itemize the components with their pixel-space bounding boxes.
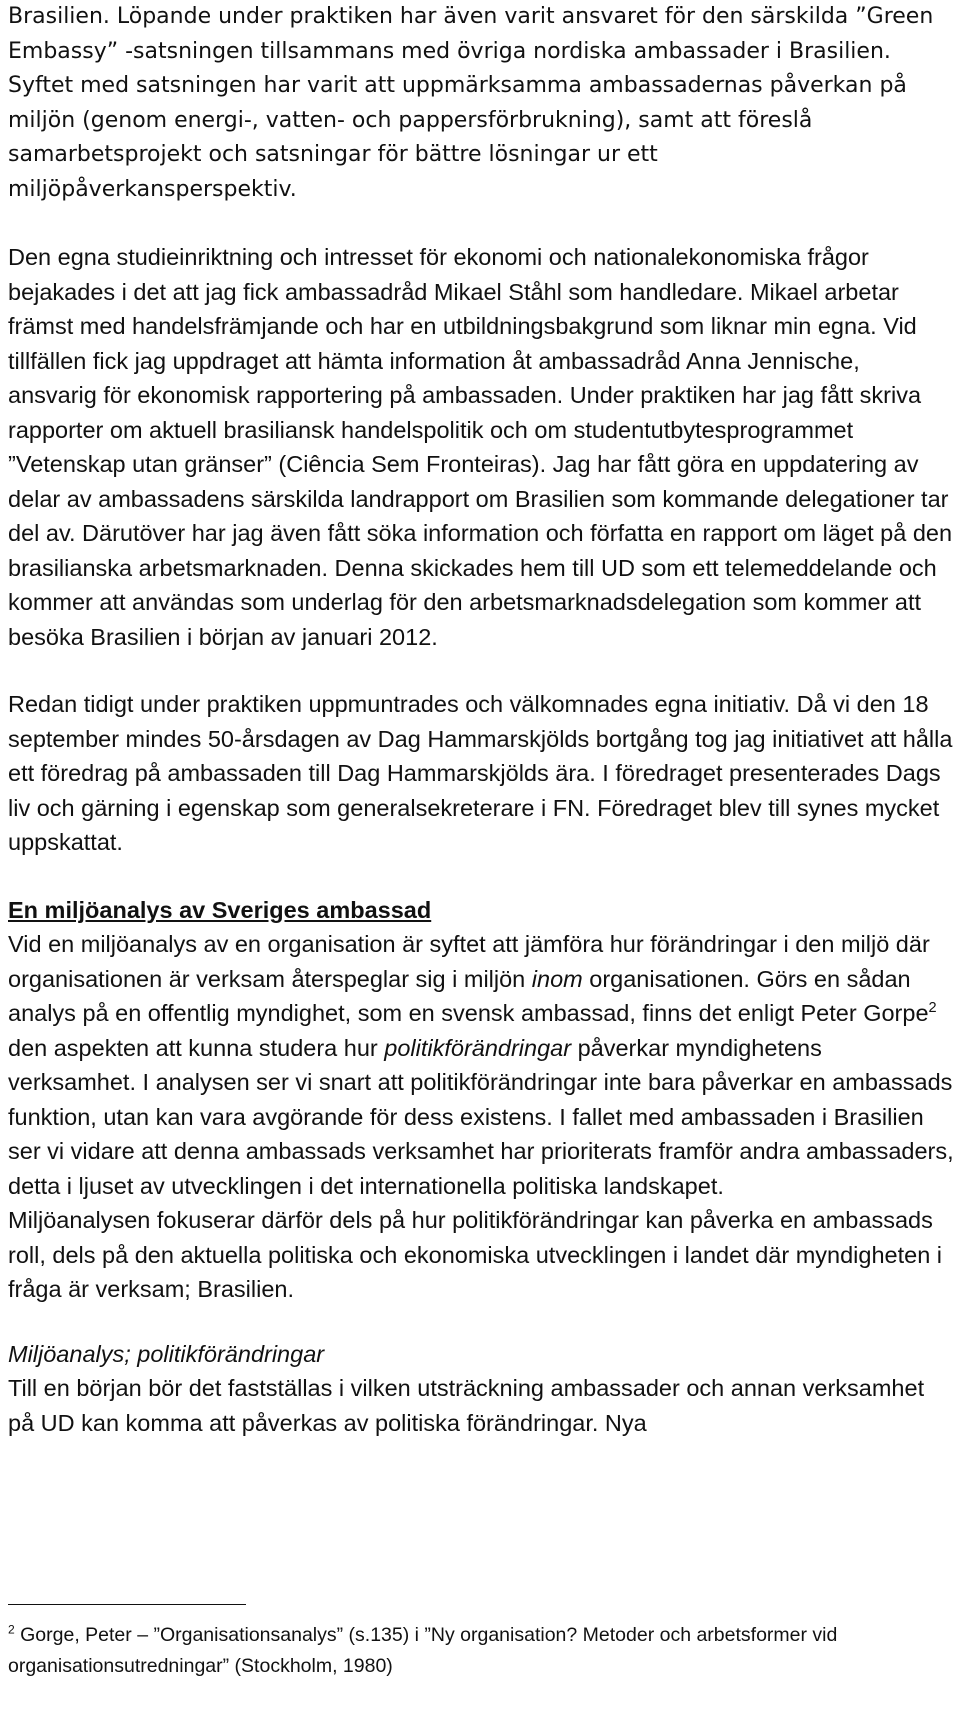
text-segment: organisationen. Görs en sådan analys på en offentlig myndighet, som en svensk ambassad, finns det enligt Peter Gorpe — [8, 965, 929, 1026]
paragraph-green-embassy: Brasilien. Löpande under praktiken har även varit ansvaret för den särskilda ”Green Embassy” -satsningen tillsammans med övriga nordiska ambassader i Brasilien. Syftet med satsningen har varit att uppmärksamma ambassadernas påverkan på miljön (genom energi-, vatten- och pappersförbrukning), samt att föreslå samarbetsprojekt och satsningar för bättre lösningar ur ett miljöpåverkansperspektiv. — [8, 4, 934, 202]
footnote-number: 2 — [8, 1622, 15, 1637]
italic-term-inom: inom — [531, 965, 583, 992]
footnote-divider — [8, 1604, 246, 1605]
italic-term-politikforandringar: politikförändringar — [384, 1034, 572, 1061]
text-segment: Vid en miljöanalys av en organisation är syftet att jämföra hur förändringar i den miljö där organisationen är verksam återspeglar sig i miljön — [8, 931, 930, 992]
footnote — [8, 1620, 948, 1682]
paragraph-miljoanalys — [8, 927, 954, 1203]
footnote-text: Gorge, Peter – ”Organisationsanalys” (s.135) i ”Ny organisation? Metoder och arbetsformer vid organisationsutredningar” (Stockholm, 1980) — [8, 1624, 838, 1677]
text-segment: den aspekten att kunna studera hur — [8, 1034, 385, 1061]
footnote-reference: 2 — [928, 1000, 937, 1017]
paragraph-studieinriktning: Den egna studieinriktning och intresset för ekonomi och nationalekonomiska frågor bejakades i det att jag fick ambassadråd Mikael Ståhl som handledare. Mikael arbetar främst med handelsfrämjande och har en utbildningsbakgrund som liknar min egna. Vid tillfällen fick jag uppdraget att hämta information åt ambassadråd Anna Jennische, ansvarig för ekonomisk rapportering på ambassaden. Under praktiken har jag fått skriva rapporter om aktuell brasiliansk handelspolitik och om studentutbytesprogrammet ”Vetenskap utan gränser” (Ciência Sem Fronteiras). Jag har fått göra en uppdatering av delar av ambassadens särskilda landrapport om Brasilien som kommande delegationer tar del av. Därutöver har jag även fått söka information och författa en rapport om läget på den brasilianska arbetsmarknaden. Denna skickades hem till UD som ett telemeddelande och kommer att användas som underlag för den arbetsmarknadsdelegation som kommer att besöka Brasilien i början av januari 2012. — [8, 244, 953, 650]
paragraph-politikforandringar: Till en början bör det fastställas i vilken utsträckning ambassader och annan verksamhet på UD kan komma att påverkas av politiska förändringar. Nya — [8, 1375, 925, 1436]
paragraph-miljoanalysen-fokuserar: Miljöanalysen fokuserar därför dels på hur politikförändringar kan påverka en ambassads roll, dels på den aktuella politiska och ekonomiska utvecklingen i landet där myndigheten i fråga är verksam; Brasilien. — [8, 1207, 943, 1302]
section-heading-miljoanalys: En miljöanalys av Sveriges ambassad — [8, 896, 432, 923]
paragraph-initiativ: Redan tidigt under praktiken uppmuntrades och välkomnades egna initiativ. Då vi den 18 september mindes 50-årsdagen av Dag Hammarskjölds bortgång tog jag initiativet att hålla ett föredrag på ambassaden till Dag Hammarskjölds ära. I föredraget presenterades Dags liv och gärning i egenskap som generalsekreterare i FN. Föredraget blev till synes mycket uppskattat. — [8, 691, 953, 855]
document-page — [8, 0, 954, 1677]
section-subheading-politikforandringar: Miljöanalys; politikförändringar — [8, 1340, 325, 1367]
text-segment: påverkar myndighetens verksamhet. I analysen ser vi snart att politikförändringar inte bara påverkar en ambassads funktion, utan kan vara avgörande för dess existens. I fallet med ambassaden i Brasilien ser vi vidare att denna ambassads verksamhet har prioriterats framför andra ambassaders, detta i ljuset av utvecklingen i det internationella politiska landskapet. — [8, 1034, 954, 1199]
